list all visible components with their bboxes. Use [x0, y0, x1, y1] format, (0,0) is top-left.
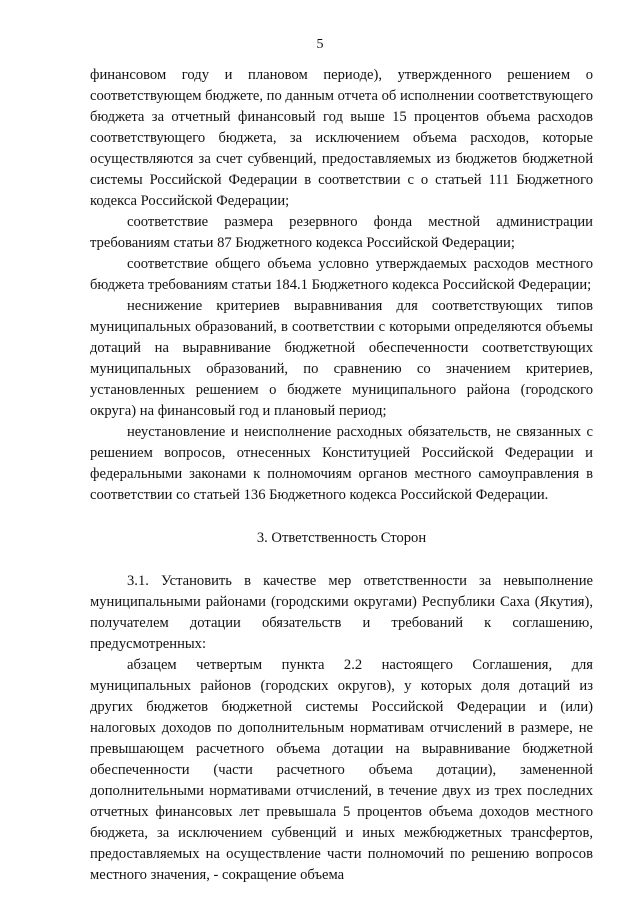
paragraph-reserve-fund: соответствие размера резервного фонда местной администрации требованиям статьи 87 Бюджетного кодекса Российской Федерации; [90, 214, 593, 251]
document-body [90, 65, 593, 886]
paragraph-clause-2-2-reference: абзацем четвертым пункта 2.2 настоящего Соглашения, для муниципальных районов (городских округов), у которых доля дотаций из других бюджетов бюджетной системы Российской Федерации и (или) налоговых доходов по дополнительным нормативам отчислений в размере, не превышающем расчетного объема дотации на выравнивание бюджетной обеспеченности (части расчетного объема дотации), замененной дополнительными нормативами отчислений, в течение двух из трех последних отчетных финансовых лет превышала 5 процентов объема доходов местного бюджета, за исключением субвенций и иных межбюджетных трансфертов, предоставляемых на осуществление части полномочий по решению вопросов местного значения, - сокращение объема [90, 657, 593, 883]
section-title: 3. Ответственность Сторон [256, 530, 427, 546]
page-number: 5 [316, 37, 324, 52]
paragraph-budget-deficit-continuation: финансовом году и плановом периоде), утвержденного решением о соответствующем бюджете, по данным отчета об исполнении соответствующего бюджета за отчетный финансовый год выше 15 процентов объема расходов соответствующего бюджета, за исключением объема расходов, которые осуществляются за счет субвенций, предоставляемых из бюджетов бюджетной системы Российской Федерации в соответствии с о статьей 111 Бюджетного кодекса Российской Федерации; [90, 67, 594, 209]
paragraph-equalization-criteria: неснижение критериев выравнивания для соответствующих типов муниципальных образований, в соответствии с которыми определяются объемы дотаций на выравнивание бюджетной обеспеченности соответствующих муниципальных образований, по сравнению со значением критериев, установленных решением о бюджете муниципального района (городского округа) на финансовый год и плановый период; [90, 298, 593, 419]
paragraph-expenditure-obligations: неустановление и неисполнение расходных обязательств, не связанных с решением вопросов, отнесенных Конституцией Российской Федерации и федеральными законами к полномочиям органов местного самоуправления в соответствии со статьей 136 Бюджетного кодекса Российской Федерации. [90, 424, 593, 503]
paragraph-clause-3-1: 3.1. Установить в качестве мер ответственности за невыполнение муниципальными районами (городскими округами) Республики Саха (Якутия), получателем дотации обязательств и требований к соглашению, предусмотренных: [90, 573, 593, 652]
paragraph-conditional-expenses: соответствие общего объема условно утверждаемых расходов местного бюджета требованиям статьи 184.1 Бюджетного кодекса Российской Федерации; [90, 256, 593, 293]
